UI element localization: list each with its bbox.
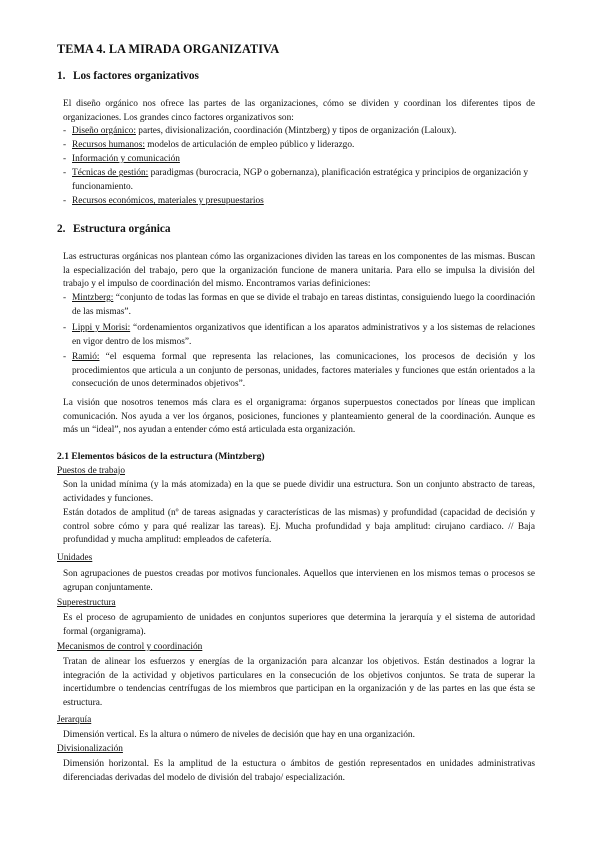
element-paragraph: Son la unidad mínima (y la más atomizada) en la que se puede dividir una estructura. Son un conjunto abstracto de tareas, actividades y funciones. [63,480,535,504]
section-2-number: 2. [57,223,66,235]
definition-item: - Ramió: “el esquema formal que representa las relaciones, las comunicaciones, los procesos de decisión y los procedimientos que articula a un conjunto de personas, unidades, factores materiales y funciones que están orientados a la consecución de unos determinados objetivos”. [63,352,535,390]
list-item: - Información y comunicación [63,154,180,164]
element-paragraph: Dimensión horizontal. Es la amplitud de la estuctura o ámbitos de gestión representados en unidades administrativas diferenciadas derivadas del modelo de división del trabajo/ especialización. [63,759,535,783]
element-paragraph: Es el proceso de agrupamiento de unidades en conjuntos superiores que determina la jerarquía y el sistema de autoridad formal (organigrama). [63,613,535,637]
list-item-text: paradigmas (burocracia, NGP o gobernanza), planificación estratégica y principios de organización y funcionamiento. [72,168,529,192]
definition-author: Lippi y Morisi: [72,323,131,333]
list-item-term: Información y comunicación [72,154,180,164]
element-paragraph: Dimensión vertical. Es la altura o número de niveles de decisión que hay en una organización. [63,730,415,740]
section-2-heading [57,223,171,235]
definition-item: - Mintzberg: “conjunto de todas las formas en que se divide el trabajo en tareas distintas, consiguiendo luego la coordinación de las mismas”. [63,293,535,317]
list-item: - Técnicas de gestión: paradigmas (burocracia, NGP o gobernanza), planificación estratégica y principios de organización y funcionamiento. [63,168,529,192]
section-2-closing: La visión que nosotros tenemos más clara es el organigrama: órganos superpuestos conectados por líneas que implican comunicación. Nos ayuda a ver los órganos, posiciones, funciones y planteamiento general de la coordinación. Aunque es más un “ideal”, nos ayudan a entender cómo está articulada esta organización. [63,398,535,436]
definition-item: - Lippi y Morisi: “ordenamientos organizativos que identifican a los aparatos administrativos y a los sistemas de relaciones en vigor dentro de los mismos”. [63,323,535,347]
element-term-jerarquia: Jerarquía [57,715,92,725]
section-1-intro: El diseño orgánico nos ofrece las partes de las organizaciones, cómo se dividen y coordinan los diferentes tipos de organizaciones. Los grandes cinco factores organizativos son: [63,99,535,123]
list-item-text: modelos de articulación de empleo público y liderazgo. [144,140,355,150]
element-term-puestos: Puestos de trabajo [57,466,125,476]
element-term-superestructura: Superestructura [57,598,116,608]
element-paragraph: Tratan de alinear los esfuerzos y energías de la organización para alcanzar los objetivos. Están destinados a lograr la integración de la actividad y objetivos particulares en la consecución de los objetivos conjuntos. Se trata de superar la incertidumbre o tendencias centrífugas de los miembros que participan en la organización y de las partes en las que ésta se estructura. [63,657,535,708]
subsection-heading: 2.1 Elementos básicos de la estructura (Mintzberg) [57,451,265,462]
list-item: - Recursos económicos, materiales y presupuestarios [63,196,264,206]
element-paragraph: Son agrupaciones de puestos creadas por motivos funcionales. Aquellos que intervienen en los mismos temas o procesos se agrupan conjuntamente. [63,569,535,593]
list-item-term: Recursos humanos: [72,140,145,150]
list-item-term: Recursos económicos, materiales y presupuestarios [72,196,264,206]
list-item: - Recursos humanos: modelos de articulación de empleo público y liderazgo. [63,140,355,150]
section-1-title: Los factores organizativos [73,70,199,82]
element-term-divisionalizacion: Divisionalización [57,744,123,754]
definition-text: “el esquema formal que representa las relaciones, las comunicaciones, los procesos de decisión y los procedimientos que articula a un conjunto de personas, unidades, factores materiales y funciones que están orientados a la consecución de unos determinados objetivos”. [72,352,535,390]
list-item-text: partes, divisionalización, coordinación (Mintzberg) y tipos de organización (Laloux). [135,126,457,136]
section-2-intro: Las estructuras orgánicas nos plantean cómo las organizaciones dividen las tareas en los componentes de las mismas. Buscan la especialización del trabajo, pero que la organización funcione de manera unitaria. Para ello se impulsa la división del trabajo y el impulso de coordinación del mismo. Encontramos varias definiciones: [63,252,535,290]
element-term-unidades: Unidades [57,553,93,563]
list-item-term: Diseño orgánico: [72,126,136,136]
document-title: TEMA 4. LA MIRADA ORGANIZATIVA [57,42,280,56]
element-paragraph: Están dotados de amplitud (nº de tareas asignadas y características de las mismas) y profundidad (capacidad de decisión y control sobre cómo y para qué realizar las tareas). Ej. Mucha profundidad y baja amplitud: cirujano cardiaco. // Baja profundidad y mucha amplitud: empleados de cafetería. [63,508,535,546]
section-1-heading [57,70,199,82]
definition-author: Ramió: [72,352,100,362]
element-term-mecanismos: Mecanismos de control y coordinación [57,642,203,652]
list-item-term: Técnicas de gestión: [72,168,149,178]
section-2-title: Estructura orgánica [73,223,171,235]
list-item: - Diseño orgánico: partes, divisionalización, coordinación (Mintzberg) y tipos de organización (Laloux). [63,126,457,136]
definition-author: Mintzberg: [72,293,114,303]
definition-text: “conjunto de todas las formas en que se divide el trabajo en tareas distintas, consiguiendo luego la coordinación de las mismas”. [72,293,535,317]
definition-text: “ordenamientos organizativos que identifican a los aparatos administrativos y a los sistemas de relaciones en vigor dentro de los mismos”. [72,323,535,347]
section-1-number: 1. [57,70,66,82]
